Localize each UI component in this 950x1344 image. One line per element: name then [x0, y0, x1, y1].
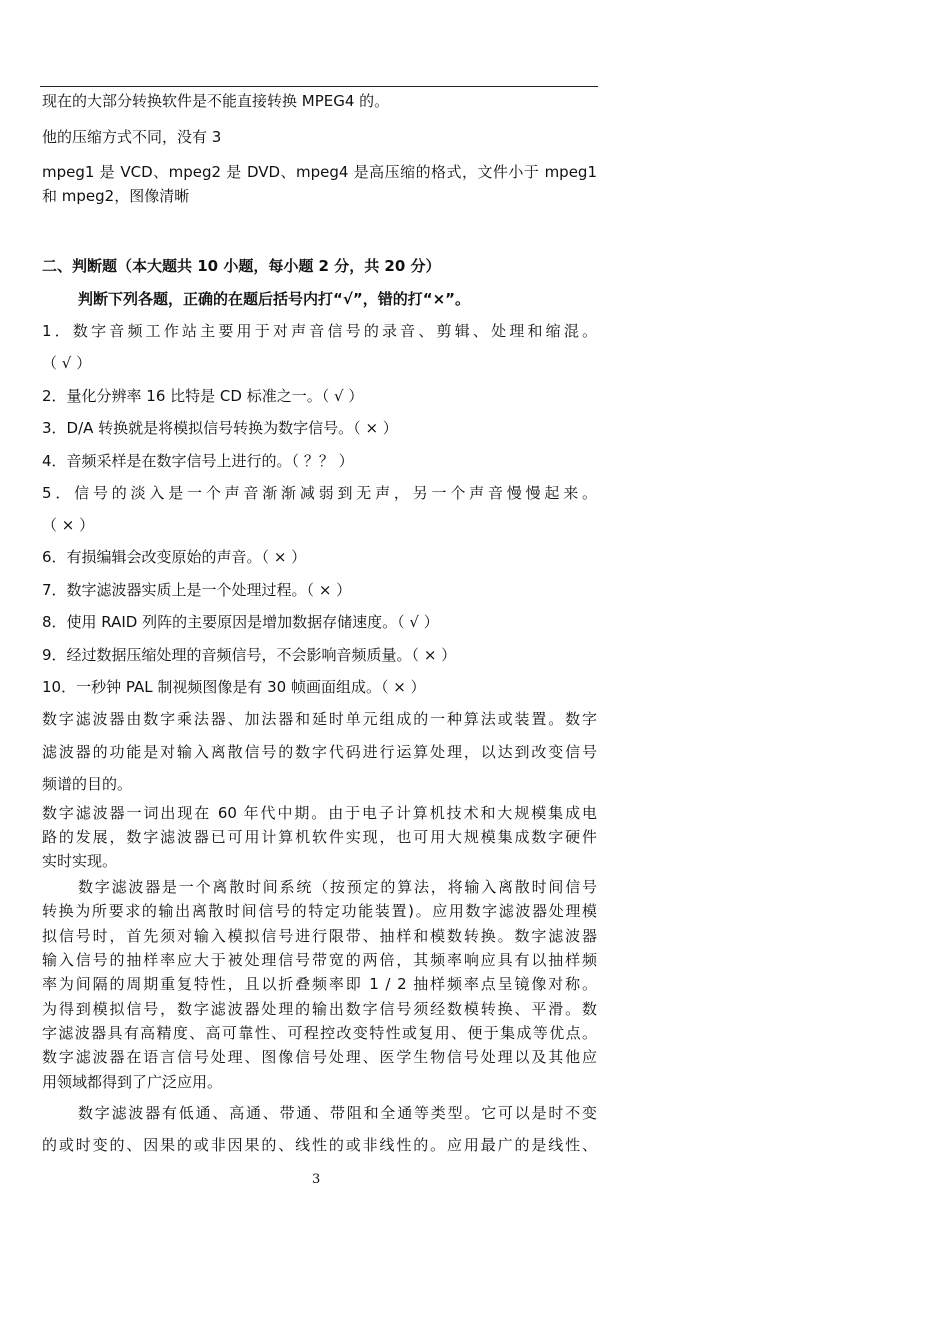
paragraph-line: 数字滤波器是一个离散时间系统（按预定的算法，将输入离散时间信号 [78, 878, 597, 896]
section-title: 二、判断题（本大题共 10 小题，每小题 2 分，共 20 分） [42, 257, 441, 275]
paragraph-line: 的或时变的、因果的或非因果的、线性的或非线性的。应用最广的是线性、 [42, 1136, 597, 1154]
paragraph-line: 滤波器的功能是对输入离散信号的数字代码进行运算处理，以达到改变信号 [42, 743, 597, 761]
paragraph-line: 频谱的目的。 [42, 775, 133, 793]
header-rule [40, 86, 598, 87]
question-item: 5．信号的淡入是一个声音渐渐减弱到无声，另一个声音慢慢起来。 [42, 484, 597, 502]
question-item: 2．量化分辨率 16 比特是 CD 标准之一。（ √ ） [42, 387, 364, 405]
question-item: 6．有损编辑会改变原始的声音。（ × ） [42, 548, 307, 566]
header-line: 现在的大部分转换软件是不能直接转换 MPEG4 的。 [42, 92, 390, 110]
question-item: 8．使用 RAID 列阵的主要原因是增加数据存储速度。（ √ ） [42, 613, 439, 631]
paragraph-line: 转换为所要求的输出离散时间信号的特定功能装置)。应用数字滤波器处理模 [42, 902, 597, 920]
paragraph-line: 数字滤波器由数字乘法器、加法器和延时单元组成的一种算法或装置。数字 [42, 710, 597, 728]
paragraph-line: 路的发展，数字滤波器已可用计算机软件实现，也可用大规模集成数字硬件 [42, 828, 597, 846]
page-number: 3 [312, 1172, 321, 1187]
paragraph-line: 数字滤波器一词出现在 60 年代中期。由于电子计算机技术和大规模集成电 [42, 804, 597, 822]
header-line: 和 mpeg2，图像清晰 [42, 187, 190, 205]
paragraph-line: 用领域都得到了广泛应用。 [42, 1073, 223, 1091]
question-item: 7．数字滤波器实质上是一个处理过程。（ × ） [42, 581, 352, 599]
header-line: mpeg1 是 VCD、mpeg2 是 DVD、mpeg4 是高压缩的格式，文件小于 mpeg1 [42, 163, 597, 181]
section-instruction: 判断下列各题，正确的在题后括号内打“√”，错的打“×”。 [78, 290, 471, 308]
question-item: 3．D/A 转换就是将模拟信号转换为数字信号。（ × ） [42, 419, 398, 437]
paragraph-line: 为得到模拟信号，数字滤波器处理的输出数字信号须经数模转换、平滑。数 [42, 1000, 597, 1018]
question-item: 9．经过数据压缩处理的音频信号，不会影响音频质量。（ × ） [42, 646, 457, 664]
paragraph-line: 数字滤波器有低通、高通、带通、带阻和全通等类型。它可以是时不变 [78, 1104, 597, 1122]
paragraph-line: 实时实现。 [42, 852, 118, 870]
question-answer: （ √ ） [42, 354, 92, 372]
header-line: 他的压缩方式不同，没有 3 [42, 128, 222, 146]
question-item: 10．一秒钟 PAL 制视频图像是有 30 帧画面组成。（ × ） [42, 678, 426, 696]
question-item: 4．音频采样是在数字信号上进行的。（ ？？ ） [42, 452, 354, 470]
paragraph-line: 拟信号时，首先须对输入模拟信号进行限带、抽样和模数转换。数字滤波器 [42, 927, 597, 945]
paragraph-line: 输入信号的抽样率应大于被处理信号带宽的两倍，其频率响应具有以抽样频 [42, 951, 597, 969]
paragraph-line: 字滤波器具有高精度、高可靠性、可程控改变特性或复用、便于集成等优点。 [42, 1024, 597, 1042]
question-answer: （ × ） [42, 516, 95, 534]
paragraph-line: 数字滤波器在语言信号处理、图像信号处理、医学生物信号处理以及其他应 [42, 1048, 597, 1066]
paragraph-line: 率为间隔的周期重复特性，且以折叠频率即 1 / 2 抽样频率点呈镜像对称。 [42, 975, 597, 993]
question-item: 1．数字音频工作站主要用于对声音信号的录音、剪辑、处理和缩混。 [42, 322, 597, 340]
